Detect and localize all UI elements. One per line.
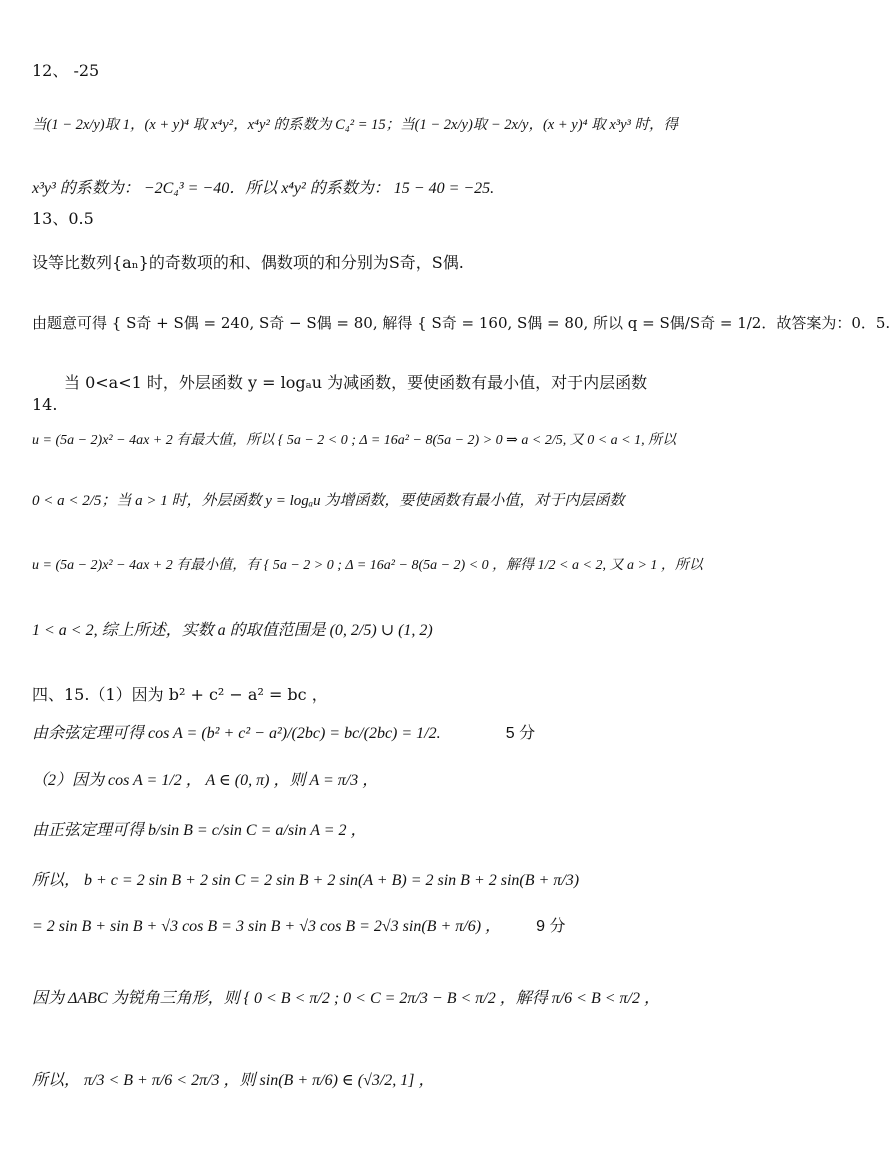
answer-15-score-9: 9 分 — [536, 918, 566, 935]
answer-12-line-2: x³y³ 的系数为： −2C₄³ = −40．所以 x⁴y² 的系数为： 15 − 40 = −25. — [32, 180, 495, 197]
answer-12-line-1: 当(1 − 2x/y)取 1，(x + y)⁴ 取 x⁴y²，x⁴y² 的系数为 C₄² = 15；当(1 − 2x/y)取 − 2x/y，(x + y)⁴ 取 x³y³ 时，得 — [32, 117, 679, 133]
answer-15-line-3: （2）因为 cos A = 1/2 ， A ∈ (0, π) ，则 A = π/3 ， — [32, 772, 379, 789]
answer-13-line-1: 设等比数列{aₙ}的奇数项的和、偶数项的和分别为S奇，S偶. — [32, 253, 464, 272]
answer-14-line-1: 当 0<a<1 时，外层函数 y = logₐu 为减函数，要使函数有最小值，对于内层函数 — [64, 373, 648, 392]
answer-14-line-5: 1 < a < 2, 综上所述，实数 a 的取值范围是 (0, 2/5) ∪ (1, 2) — [32, 622, 433, 639]
answer-14-line-2: u = (5a − 2)x² − 4ax + 2 有最大值，所以 { 5a − 2 < 0 ; Δ = 16a² − 8(5a − 2) > 0 ⇒ a < 2/5, 又 0 < a < 1, 所以 — [32, 433, 677, 448]
answer-14-number: 14. — [32, 395, 58, 414]
answer-15-line-7: 因为 ΔABC 为锐角三角形，则 { 0 < B < π/2 ; 0 < C = 2π/3 − B < π/2 ，解得 π/6 < B < π/2 ， — [32, 990, 661, 1007]
answer-14-line-4: u = (5a − 2)x² − 4ax + 2 有最小值，有 { 5a − 2 > 0 ; Δ = 16a² − 8(5a − 2) < 0 ，解得 1/2 < a < 2, 又 a > 1 ，所以 — [32, 558, 703, 573]
answer-15-line-2 — [32, 722, 770, 745]
answer-13-line-2: 由题意可得 { S奇 + S偶 = 240, S奇 − S偶 = 80, 解得 { S奇 = 160, S偶 = 80, 所以 q = S偶/S奇 = 1/2．故答案为：0．5. — [32, 314, 890, 332]
answer-15-line-4: 由正弦定理可得 b/sin B = c/sin C = a/sin A = 2 ， — [32, 822, 367, 839]
answer-15-line-5: 所以， b + c = 2 sin B + 2 sin C = 2 sin B + 2 sin(A + B) = 2 sin B + 2 sin(B + π/3) — [32, 872, 580, 889]
answer-12-header: 12、 -25 — [32, 61, 100, 80]
answer-15-line-8: 所以， π/3 < B + π/6 < 2π/3 ，则 sin(B + π/6) ∈ (√3/2, 1] ， — [32, 1072, 435, 1089]
answer-14-line-3: 0 < a < 2/5；当 a > 1 时，外层函数 y = logₐu 为增函数，要使函数有最小值，对于内层函数 — [32, 493, 625, 509]
answer-15-line-6 — [32, 915, 770, 938]
answer-15-simplified: = 2 sin B + sin B + √3 cos B = 3 sin B + √3 cos B = 2√3 sin(B + π/6) ， — [32, 918, 502, 935]
answer-15-cosine: 由余弦定理可得 cos A = (b² + c² − a²)/(2bc) = bc/(2bc) = 1/2. — [32, 725, 441, 742]
answer-15-score-5: 5 分 — [505, 725, 536, 742]
answer-13-header: 13、0.5 — [32, 209, 94, 228]
answer-15-line-1: 四、15.（1）因为 b² + c² − a² = bc ， — [32, 685, 328, 704]
